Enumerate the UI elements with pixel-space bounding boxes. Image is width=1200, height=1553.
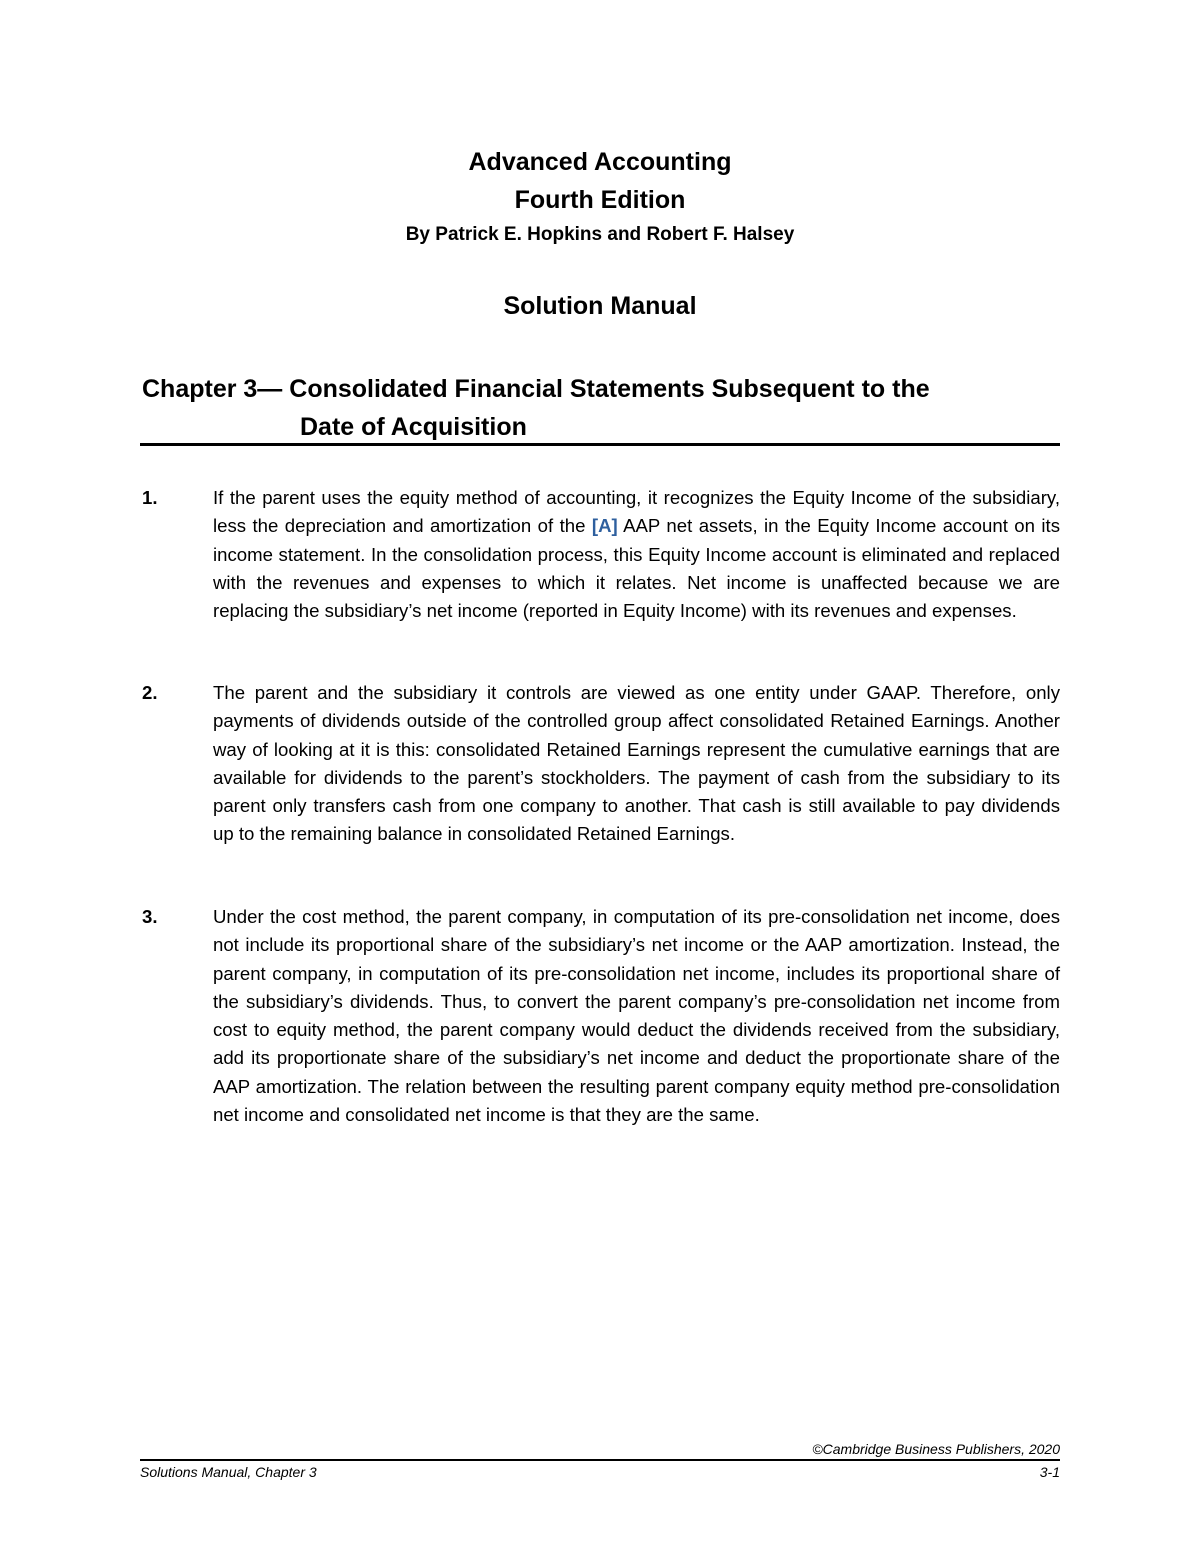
book-title: Advanced Accounting xyxy=(468,148,732,176)
answer-text-part: If the parent uses the equity method of accounting, it recognizes the Equity Income of the subsidiary, less the depreciation and amortization of the xyxy=(213,487,1060,537)
chapter-label: Chapter 3— xyxy=(142,375,283,403)
chapter-heading xyxy=(142,370,1060,446)
answer-text-part: AAP net assets, in the Equity Income account on its income statement. In the consolidation process, this Equity Income account is eliminated and replaced with the revenues and expenses to which it relates. Net income is unaffected because we are replacing the subsidiary’s net income (reported in Equity Income) with its revenues and expenses. xyxy=(213,515,1060,622)
question-number: 1. xyxy=(142,487,158,508)
edition-label: Fourth Edition xyxy=(514,186,686,214)
question-answer-text: The parent and the subsidiary it controls are viewed as one entity under GAAP. Therefore, only payments of dividends outside of the controlled group affect consolidated Retained Earnings. Another way of looking at it is this: consolidated Retained Earnings represent the cumulative earnings that are available for dividends to the parent’s stockholders. The payment of cash from the subsidiary to its parent only transfers cash from one company to another. That cash is still available to pay dividends up to the remaining balance in consolidated Retained Earnings. xyxy=(213,682,1060,845)
question-item xyxy=(142,679,1060,849)
reference-link[interactable]: [A] xyxy=(591,515,618,537)
footer-divider xyxy=(140,1459,1060,1461)
question-item xyxy=(142,484,1060,625)
question-answer-text xyxy=(213,484,1060,625)
manual-title: Solution Manual xyxy=(503,292,697,320)
authors-line: By Patrick E. Hopkins and Robert F. Halsey xyxy=(405,224,795,245)
footer-copyright: ©Cambridge Business Publishers, 2020 xyxy=(812,1441,1060,1457)
chapter-title-line1: Consolidated Financial Statements Subsequent to the xyxy=(289,375,930,403)
chapter-title-line2: Date of Acquisition xyxy=(300,413,527,441)
question-number: 2. xyxy=(142,682,158,703)
question-number: 3. xyxy=(142,906,158,927)
page-number: 3-1 xyxy=(1039,1464,1060,1480)
question-answer-text: Under the cost method, the parent company, in computation of its pre-consolidation net income, does not include its proportional share of the subsidiary’s net income or the AAP amortization. Instead, the parent company, in computation of its pre-consolidation net income, includes its proportional share of the subsidiary’s dividends. Thus, to convert the parent company’s pre-consolidation net income from cost to equity method, the parent company would deduct the dividends received from the subsidiary, add its proportionate share of the subsidiary’s net income and deduct the proportionate share of the AAP amortization. The relation between the resulting parent company equity method pre-consolidation net income and consolidated net income is that they are the same. xyxy=(213,906,1060,1126)
question-item xyxy=(142,903,1060,1129)
chapter-divider xyxy=(140,443,1060,446)
footer-chapter-label: Solutions Manual, Chapter 3 xyxy=(140,1464,317,1480)
